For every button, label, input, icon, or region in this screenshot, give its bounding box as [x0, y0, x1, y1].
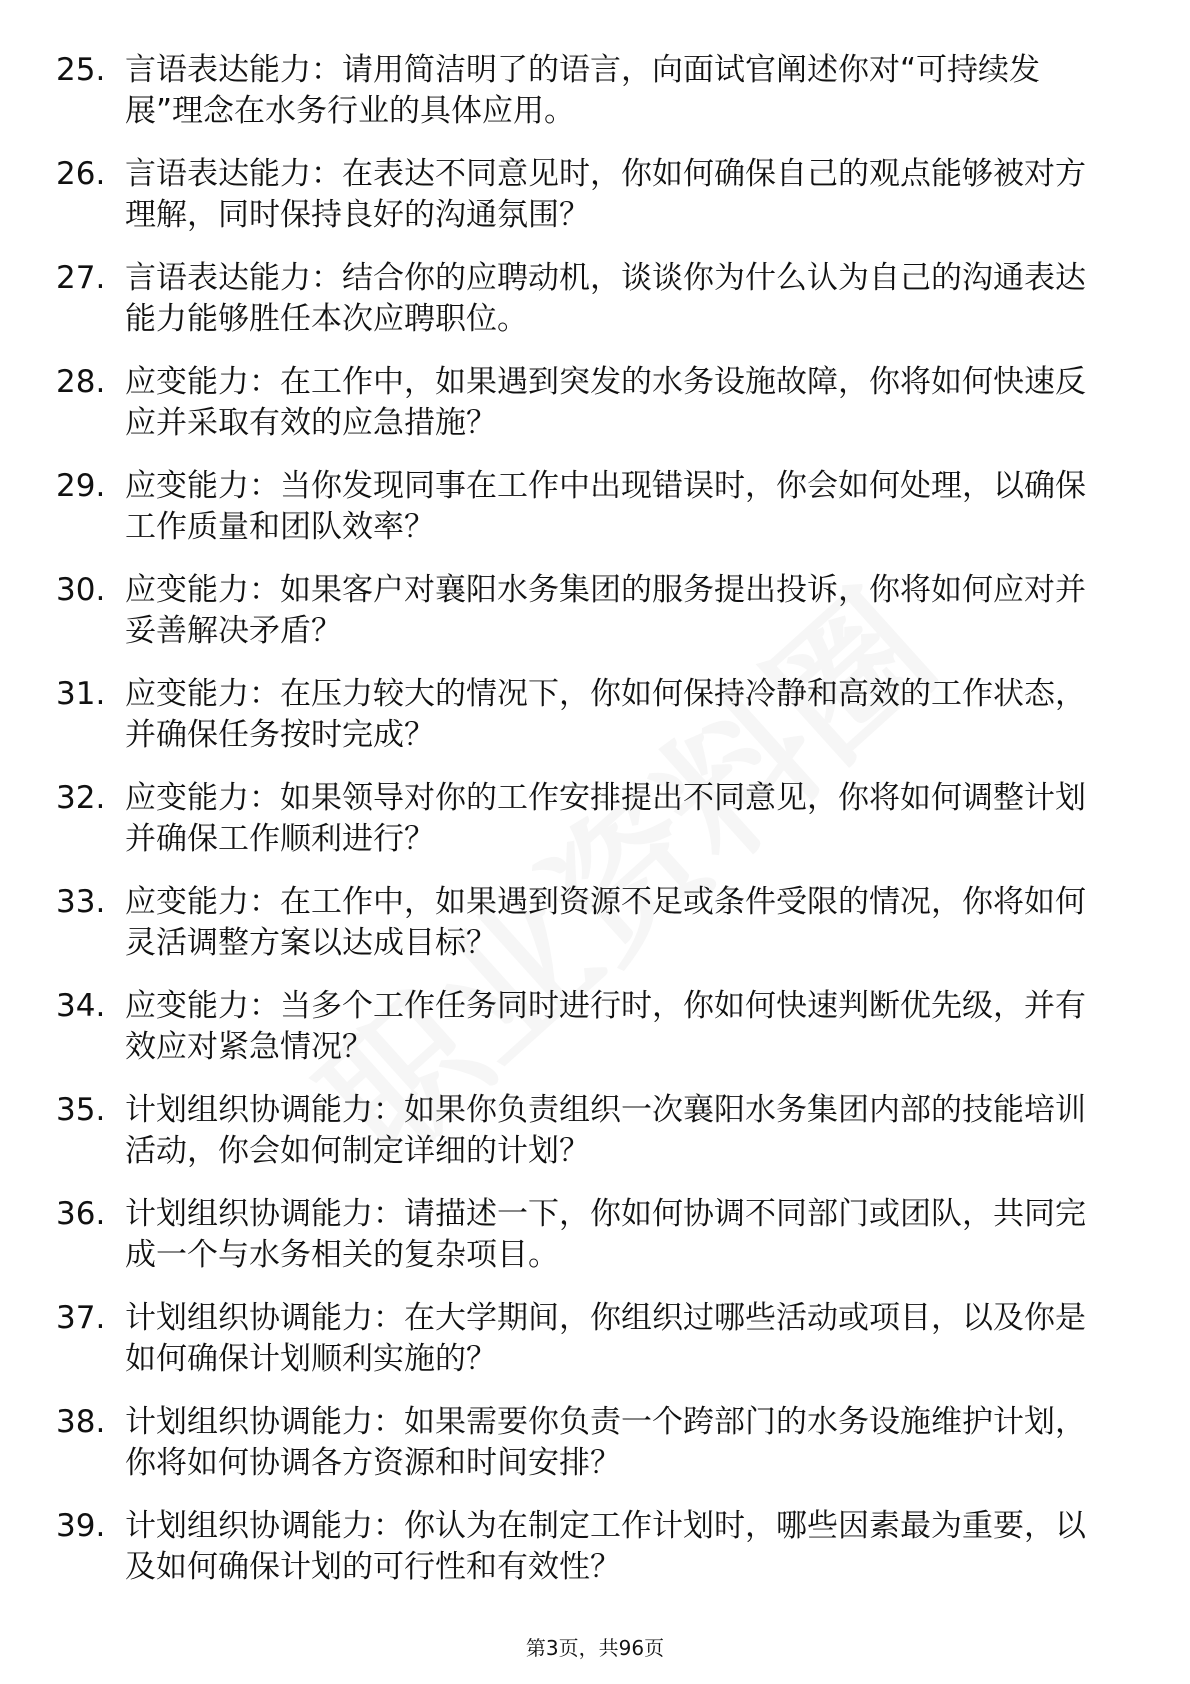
list-item — [0, 986, 1190, 1090]
question-number: 37. — [56, 1300, 106, 1336]
question-number: 34. — [56, 988, 106, 1024]
question-number: 29. — [56, 468, 106, 504]
question-number: 31. — [56, 676, 106, 712]
list-item — [0, 1194, 1190, 1298]
question-number: 33. — [56, 884, 106, 920]
list-item — [0, 1506, 1190, 1610]
list-item — [0, 570, 1190, 674]
list-item — [0, 154, 1190, 258]
question-text: 言语表达能力：请用简洁明了的语言，向面试官阐述你对“可持续发展”理念在水务行业的具体应用。 — [125, 52, 1041, 129]
list-item — [0, 1402, 1190, 1506]
question-number: 35. — [56, 1092, 106, 1128]
question-number: 38. — [56, 1404, 106, 1440]
question-text: 计划组织协调能力：请描述一下，你如何协调不同部门或团队，共同完成一个与水务相关的复杂项目。 — [125, 1196, 1086, 1273]
question-text: 言语表达能力：在表达不同意见时，你如何确保自己的观点能够被对方理解，同时保持良好的沟通氛围？ — [125, 156, 1086, 233]
question-text: 应变能力：在压力较大的情况下，你如何保持冷静和高效的工作状态，并确保任务按时完成？ — [125, 676, 1086, 753]
list-item — [0, 674, 1190, 778]
question-number: 27. — [56, 260, 106, 296]
question-number: 30. — [56, 572, 106, 608]
question-number: 36. — [56, 1196, 106, 1232]
question-number: 25. — [56, 52, 106, 88]
page-footer: 第3页，共96页 — [525, 1636, 665, 1660]
list-item — [0, 778, 1190, 882]
list-item — [0, 258, 1190, 362]
question-text: 应变能力：在工作中，如果遇到突发的水务设施故障，你将如何快速反应并采取有效的应急措施？ — [125, 364, 1086, 441]
list-item — [0, 50, 1190, 154]
question-text: 应变能力：如果客户对襄阳水务集团的服务提出投诉，你将如何应对并妥善解决矛盾？ — [125, 572, 1086, 649]
question-number: 39. — [56, 1508, 106, 1544]
question-text: 应变能力：如果领导对你的工作安排提出不同意见，你将如何调整计划并确保工作顺利进行？ — [125, 780, 1086, 857]
question-text: 计划组织协调能力：如果你负责组织一次襄阳水务集团内部的技能培训活动，你会如何制定详细的计划？ — [125, 1092, 1086, 1169]
list-item — [0, 466, 1190, 570]
question-text: 计划组织协调能力：你认为在制定工作计划时，哪些因素最为重要，以及如何确保计划的可行性和有效性？ — [125, 1508, 1086, 1585]
question-text: 言语表达能力：结合你的应聘动机，谈谈你为什么认为自己的沟通表达能力能够胜任本次应聘职位。 — [125, 260, 1086, 337]
question-text: 应变能力：在工作中，如果遇到资源不足或条件受限的情况，你将如何灵活调整方案以达成目标？ — [125, 884, 1086, 961]
question-text: 应变能力：当你发现同事在工作中出现错误时，你会如何处理，以确保工作质量和团队效率？ — [125, 468, 1086, 545]
question-list — [0, 50, 1190, 1610]
question-number: 28. — [56, 364, 106, 400]
question-number: 26. — [56, 156, 106, 192]
list-item — [0, 1090, 1190, 1194]
list-item — [0, 882, 1190, 986]
list-item — [0, 362, 1190, 466]
question-text: 应变能力：当多个工作任务同时进行时，你如何快速判断优先级，并有效应对紧急情况？ — [125, 988, 1086, 1065]
question-text: 计划组织协调能力：如果需要你负责一个跨部门的水务设施维护计划，你将如何协调各方资源和时间安排？ — [125, 1404, 1086, 1481]
list-item — [0, 1298, 1190, 1402]
question-number: 32. — [56, 780, 106, 816]
question-text: 计划组织协调能力：在大学期间，你组织过哪些活动或项目，以及你是如何确保计划顺利实施的？ — [125, 1300, 1086, 1377]
